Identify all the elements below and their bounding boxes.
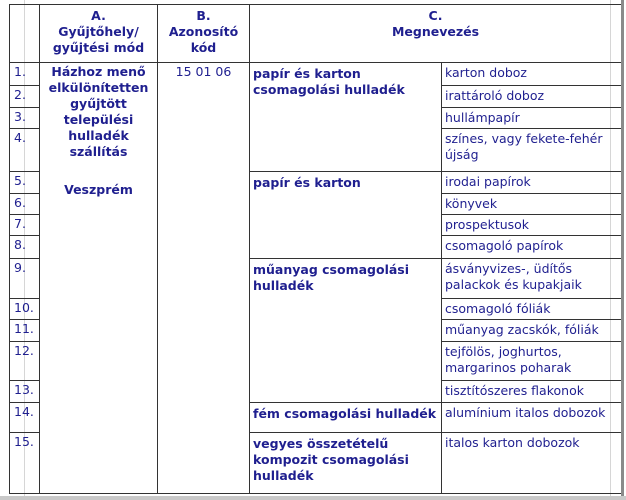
category-paper: papír és karton — [250, 172, 442, 259]
row-number: 3. — [10, 108, 40, 129]
item-cell: irattároló doboz — [442, 86, 622, 108]
header-col-a-line2: gyűjtési mód — [52, 40, 145, 55]
category-metal-packaging: fém csomagolási hulladék — [250, 403, 442, 433]
table-row — [10, 63, 622, 86]
header-col-c — [250, 5, 622, 63]
row-number: 13. — [10, 381, 40, 403]
row-number: 4. — [10, 129, 40, 172]
row-number: 10. — [10, 299, 40, 320]
header-col-c-line1: Megnevezés — [391, 24, 480, 39]
row-number: 11. — [10, 320, 40, 342]
category-plastic-packaging: műanyag csomagolási hulladék — [250, 259, 442, 403]
collection-method-line: Házhoz menő — [51, 64, 146, 79]
item-cell: alumínium italos dobozok — [442, 403, 622, 433]
item-cell: csomagoló fóliák — [442, 299, 622, 320]
header-num-cell — [10, 5, 40, 63]
waste-code-cell: 15 01 06 — [158, 63, 250, 494]
row-number: 6. — [10, 194, 40, 215]
category-paper-packaging: papír és karton csomagolási hulladék — [250, 63, 442, 172]
collection-method-line: elkülönítetten — [48, 80, 149, 95]
category-composite-packaging: vegyes összetételű kompozit csomagolási hulladék — [250, 433, 442, 494]
row-number: 15. — [10, 433, 40, 494]
collection-location: Veszprém — [64, 182, 133, 197]
header-col-a-line1: Gyűjtőhely/ — [58, 24, 139, 39]
collection-method-line: szállítás — [69, 144, 128, 159]
header-col-b-line2: kód — [190, 40, 217, 55]
row-number: 7. — [10, 215, 40, 236]
page-edge-bottom — [0, 496, 626, 500]
item-cell: prospektusok — [442, 215, 622, 236]
row-number: 12. — [10, 342, 40, 381]
row-number: 5. — [10, 172, 40, 194]
item-cell: karton doboz — [442, 63, 622, 86]
collection-method-line: gyűjtött — [70, 96, 127, 111]
item-cell: hullámpapír — [442, 108, 622, 129]
item-cell: italos karton dobozok — [442, 433, 622, 494]
item-cell: műanyag zacskók, fóliák — [442, 320, 622, 342]
row-number: 9. — [10, 259, 40, 299]
table-header-row — [10, 5, 622, 63]
item-cell: tisztítószeres flakonok — [442, 381, 622, 403]
collection-method-line: hulladék — [68, 128, 129, 143]
row-number: 14. — [10, 403, 40, 433]
row-number: 1. — [10, 63, 40, 86]
item-cell: színes, vagy fekete-fehér újság — [442, 129, 622, 172]
header-col-b-letter: B. — [196, 8, 211, 23]
collection-method-cell — [40, 63, 158, 494]
item-cell: tejfölös, joghurtos, margarinos poharak — [442, 342, 622, 381]
header-col-c-letter: C. — [428, 8, 443, 23]
header-col-b — [158, 5, 250, 63]
row-number: 2. — [10, 86, 40, 108]
header-col-a — [40, 5, 158, 63]
row-number: 8. — [10, 236, 40, 259]
header-col-a-letter: A. — [91, 8, 106, 23]
waste-collection-table — [9, 4, 622, 494]
item-cell: ásványvizes-, üdítős palackok és kupakjaik — [442, 259, 622, 299]
page-edge-right — [621, 0, 624, 497]
item-cell: könyvek — [442, 194, 622, 215]
collection-method-line: települési — [63, 112, 134, 127]
item-cell: csomagoló papírok — [442, 236, 622, 259]
item-cell: irodai papírok — [442, 172, 622, 194]
header-col-b-line1: Azonosító — [168, 24, 239, 39]
